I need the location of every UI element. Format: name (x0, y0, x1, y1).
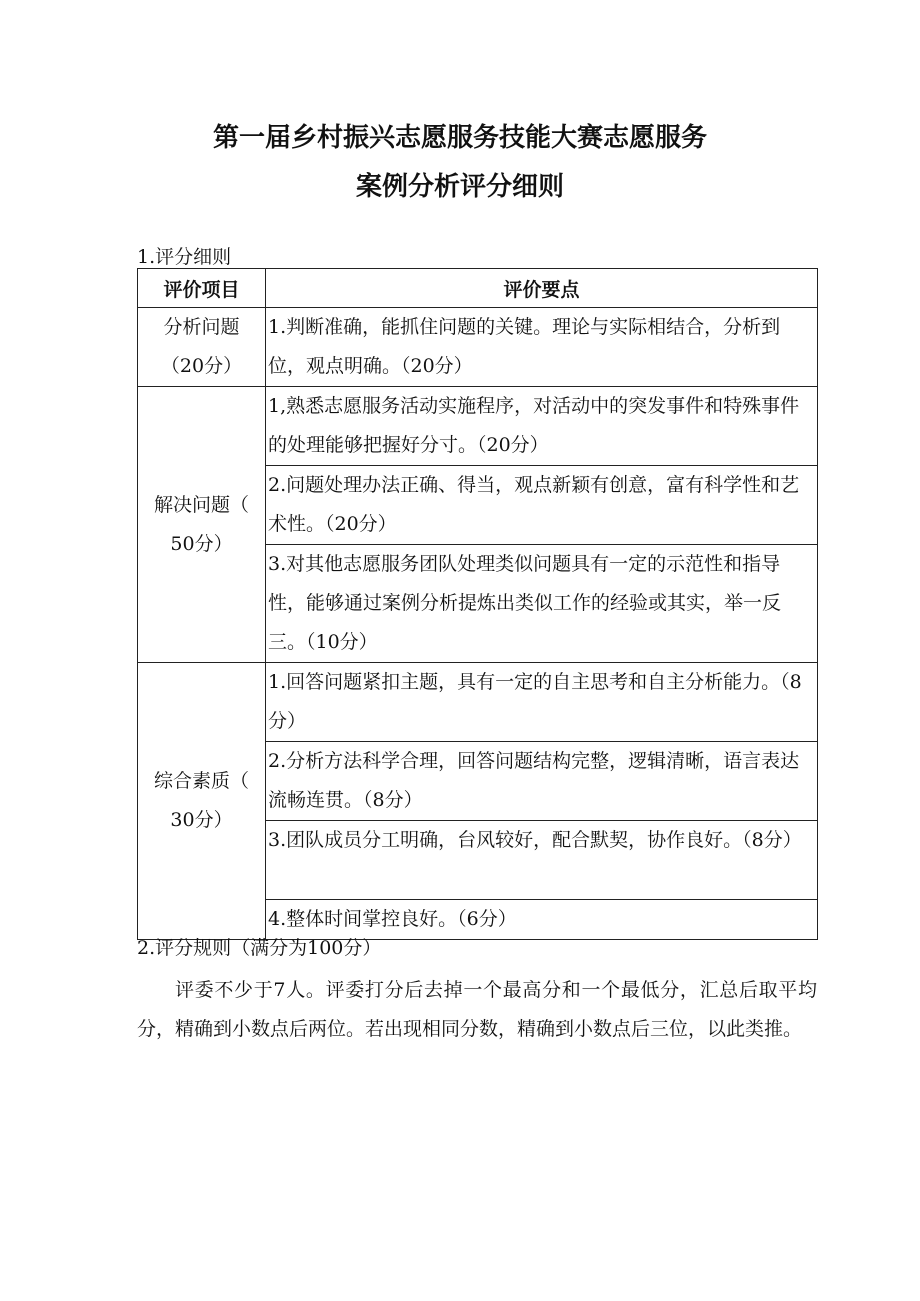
category-score: （20分） (160, 355, 243, 377)
document-title-line-1: 第一届乡村振兴志愿服务技能大赛志愿服务 (212, 123, 707, 153)
category-cell (138, 663, 266, 940)
category-name: 分析问题 (163, 316, 240, 338)
document-title-line-2: 案例分析评分细则 (355, 172, 564, 202)
header-item: 评价项目 (138, 269, 266, 308)
point-cell: 1,熟悉志愿服务活动实施程序，对活动中的突发事件和特殊事件的处理能够把握好分寸。（20分） (266, 387, 818, 466)
scoring-table (137, 268, 818, 940)
section-2-heading: 2.评分规则（满分为100分） (137, 937, 382, 959)
category-score: 50分） (170, 532, 233, 555)
table-row (138, 387, 818, 466)
point-cell: 1.回答问题紧扣主题，具有一定的自主思考和自主分析能力。（8分） (266, 663, 818, 742)
point-cell: 4.整体时间掌控良好。（6分） (266, 900, 818, 940)
section-1-heading: 1.评分细则 (137, 246, 232, 268)
point-cell: 3.对其他志愿服务团队处理类似问题具有一定的示范性和指导性，能够通过案例分析提炼出类似工作的经验或其实，举一反三。（10分） (266, 545, 818, 663)
category-name: 综合素质（ (153, 770, 249, 792)
point-cell: 3.团队成员分工明确，台风较好，配合默契，协作良好。（8分） (266, 821, 818, 900)
scoring-rules-paragraph: 评委不少于7人。评委打分后去掉一个最高分和一个最低分，汇总后取平均分，精确到小数点后两位。若出现相同分数，精确到小数点后三位，以此类推。 (137, 979, 817, 1040)
table-row (138, 663, 818, 742)
category-cell (138, 308, 266, 387)
point-cell: 2.问题处理办法正确、得当，观点新颖有创意，富有科学性和艺术性。（20分） (266, 466, 818, 545)
category-name: 解决问题（ (153, 493, 249, 516)
point-cell: 2.分析方法科学合理，回答问题结构完整，逻辑清晰，语言表达流畅连贯。（8分） (266, 742, 818, 821)
category-score: 30分） (170, 809, 233, 831)
header-points: 评价要点 (266, 269, 818, 308)
table-header-row (138, 269, 818, 308)
table-row (138, 308, 818, 387)
point-cell: 1.判断准确，能抓住问题的关键。理论与实际相结合，分析到位，观点明确。（20分） (266, 308, 818, 387)
category-cell (138, 387, 266, 663)
